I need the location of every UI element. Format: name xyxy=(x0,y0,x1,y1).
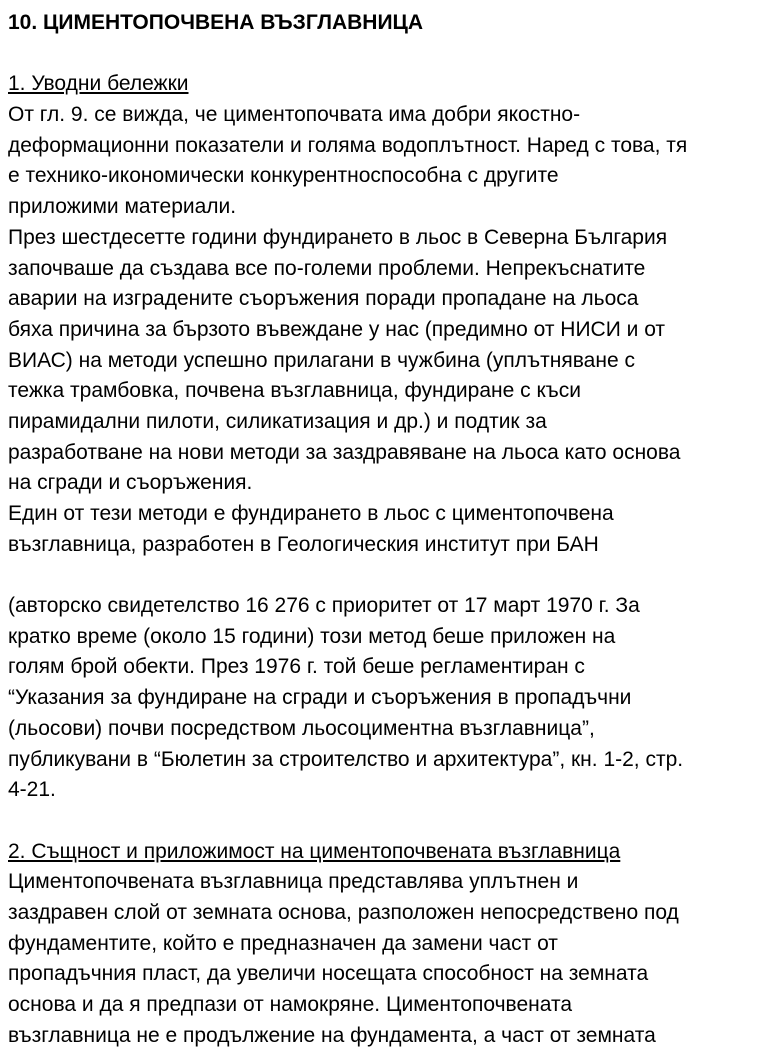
blank-line xyxy=(8,806,764,837)
paragraph-line: фундаментите, който е предназначен да замени част от xyxy=(8,931,558,955)
document-page xyxy=(8,8,764,1047)
paragraph-line: ВИАС) на методи успешно прилагани в чужбина (уплътняване с xyxy=(8,348,635,372)
blank-line xyxy=(8,560,764,591)
paragraph-line: 4-21. xyxy=(8,778,56,802)
paragraph-line: кратко време (около 15 години) този метод беше приложен на xyxy=(8,624,616,648)
paragraph-line: възглавница, разработен в Геологическия институт при БАН xyxy=(8,532,599,556)
paragraph-line: (льосови) почви посредством льосоциментна възглавница”, xyxy=(8,716,595,740)
paragraph-line: е технико-икономически конкурентноспособна с другите xyxy=(8,164,559,188)
paragraph-line: основа и да я предпази от намокряне. Циментопочвената xyxy=(8,993,573,1016)
paragraph-line: “Указания за фундиране на сгради и съоръжения в пропадъчни xyxy=(8,686,632,710)
document-title: 10. ЦИМЕНТОПОЧВЕНА ВЪЗГЛАВНИЦА xyxy=(8,11,424,34)
paragraph-line: приложими материали. xyxy=(8,195,237,219)
paragraph-line: деформационни показатели и голяма водоплътност. Наред с това, тя xyxy=(8,133,688,157)
paragraph-line: голям брой обекти. През 1976 г. той беше регламентиран с xyxy=(8,655,585,679)
paragraph-line: на сгради и съоръжения. xyxy=(8,471,253,495)
paragraph-line: аварии на изградените съоръжения поради пропадане на льоса xyxy=(8,287,639,311)
paragraph-line: пропадъчния пласт, да увеличи носещата способност на земната xyxy=(8,962,649,986)
paragraph-line: започваше да създава все по-големи проблеми. Непрекъснатите xyxy=(8,256,646,280)
paragraph-line: През шестдесетте години фундирането в льос в Северна България xyxy=(8,225,668,249)
paragraph-line: (авторско свидетелство 16 276 с приоритет от 17 март 1970 г. За xyxy=(8,594,640,618)
paragraph-line: Циментопочвената възглавница представлява уплътнен и xyxy=(8,870,579,894)
paragraph-line: тежка трамбовка, почвена възглавница, фундиране с къси xyxy=(8,379,581,403)
paragraph-line: Един от тези методи е фундирането в льос с циментопочвена xyxy=(8,502,614,525)
section-2-heading: 2. Същност и приложимост на циментопочвената възглавница xyxy=(8,839,621,863)
blank-line xyxy=(8,39,764,70)
paragraph-line: публикувани в “Бюлетин за строителство и архитектура”, кн. 1-2, стр. xyxy=(8,747,684,771)
paragraph-line: бяха причина за бързото въвеждане у нас (предимно от НИСИ и от xyxy=(8,317,666,341)
paragraph-line-cut-off: възглавница не е продължение на фундамента, а част от земната xyxy=(8,1023,656,1047)
paragraph-line: пирамидални пилоти, силикатизация и др.) и подтик за xyxy=(8,409,547,433)
paragraph-line: разработване на нови методи за заздравяване на льоса като основа xyxy=(8,440,681,464)
paragraph-line: заздравен слой от земната основа, разположен непосредствено под xyxy=(8,900,679,924)
section-1-heading: 1. Уводни бележки xyxy=(8,72,189,96)
paragraph-line: От гл. 9. се вижда, че циментопочвата има добри якостно- xyxy=(8,103,581,127)
